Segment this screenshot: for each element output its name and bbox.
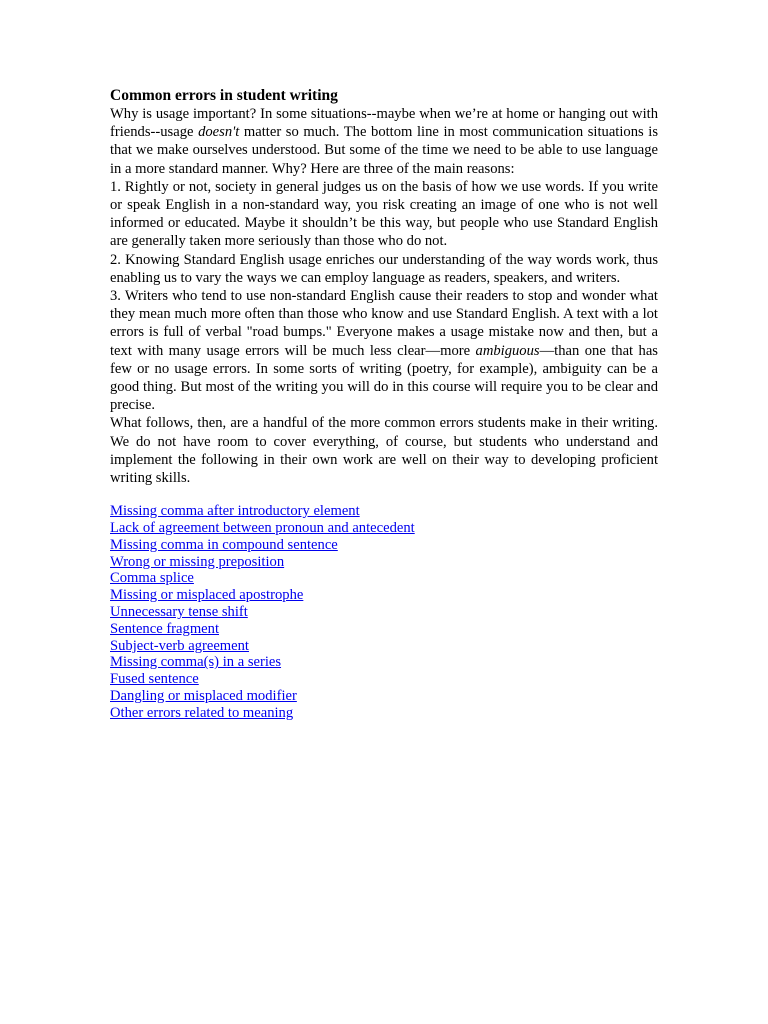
reason-3-text-before: 3. Writers who tend to use non-standard English cause their readers to stop and wonder what they mean much more often than those who know and use Standard English. A text with a lot errors is full of verbal "road bumps." Everyone makes a usage mistake now and then, but a text with many usage errors will be much less clear—more (110, 288, 658, 359)
reason-3-emphasis: ambiguous (475, 342, 540, 359)
link-missing-comma-compound[interactable]: Missing comma in compound sentence (110, 536, 338, 553)
reason-3-paragraph (110, 287, 658, 414)
list-item (110, 537, 658, 554)
closing-paragraph: What follows, then, are a handful of the more common errors students make in their writing. We do not have room to cover everything, of course, but students who understand and implement the following in their own work are well on their way to developing proficient writing skills. (110, 415, 658, 487)
error-links-list (110, 503, 658, 721)
list-item (110, 520, 658, 537)
intro-text-before: Why is usage important? In some situations--maybe when we’re at home or hanging out with friends--usage (110, 106, 658, 141)
list-item (110, 554, 658, 571)
list-item (110, 688, 658, 705)
list-item (110, 587, 658, 604)
link-subject-verb-agreement[interactable]: Subject-verb agreement (110, 637, 249, 654)
list-item (110, 621, 658, 638)
link-comma-splice[interactable]: Comma splice (110, 570, 194, 587)
link-sentence-fragment[interactable]: Sentence fragment (110, 620, 219, 637)
document-page (110, 86, 658, 736)
reason-1-paragraph: 1. Rightly or not, society in general judges us on the basis of how we use words. If you write or speak English in a non-standard way, you risk creating an image of one who is not well informed or educated. Maybe it shouldn’t be this way, but people who use Standard English are generally taken more seriously than those who do not. (110, 178, 658, 250)
link-meaning-errors[interactable]: Other errors related to meaning (110, 704, 294, 721)
list-item (110, 638, 658, 655)
list-item (110, 570, 658, 587)
intro-paragraph (110, 105, 658, 178)
link-fused-sentence[interactable]: Fused sentence (110, 671, 199, 688)
list-item (110, 604, 658, 621)
link-pronoun-antecedent-agreement[interactable]: Lack of agreement between pronoun and antecedent (110, 520, 415, 537)
link-apostrophe[interactable]: Missing or misplaced apostrophe (110, 587, 304, 604)
intro-emphasis: doesn't (198, 124, 240, 141)
link-dangling-modifier[interactable]: Dangling or misplaced modifier (110, 688, 297, 705)
document-title: Common errors in student writing (110, 87, 338, 104)
link-missing-comma-series[interactable]: Missing comma(s) in a series (110, 654, 282, 671)
list-item (110, 705, 658, 722)
list-item (110, 503, 658, 520)
link-missing-comma-introductory[interactable]: Missing comma after introductory element (110, 503, 360, 520)
reason-3-text-after: —than one that has few or no usage errors. In some sorts of writing (poetry, for example), ambiguity can be a good thing. But most of the writing you will do in this course will require you to be clear and precise. (110, 342, 658, 414)
intro-text-after: matter so much. The bottom line in most communication situations is that we make ourselves understood. But some of the time we need to be able to use language in a more standard manner. Why? Here are three of the main reasons: (110, 124, 659, 177)
reason-2-paragraph: 2. Knowing Standard English usage enriches our understanding of the way words work, thus enabling us to vary the ways we can employ language as readers, speakers, and writers. (110, 251, 658, 286)
link-tense-shift[interactable]: Unnecessary tense shift (110, 604, 248, 621)
list-item (110, 671, 658, 688)
list-item (110, 654, 658, 671)
link-wrong-preposition[interactable]: Wrong or missing preposition (110, 553, 285, 570)
